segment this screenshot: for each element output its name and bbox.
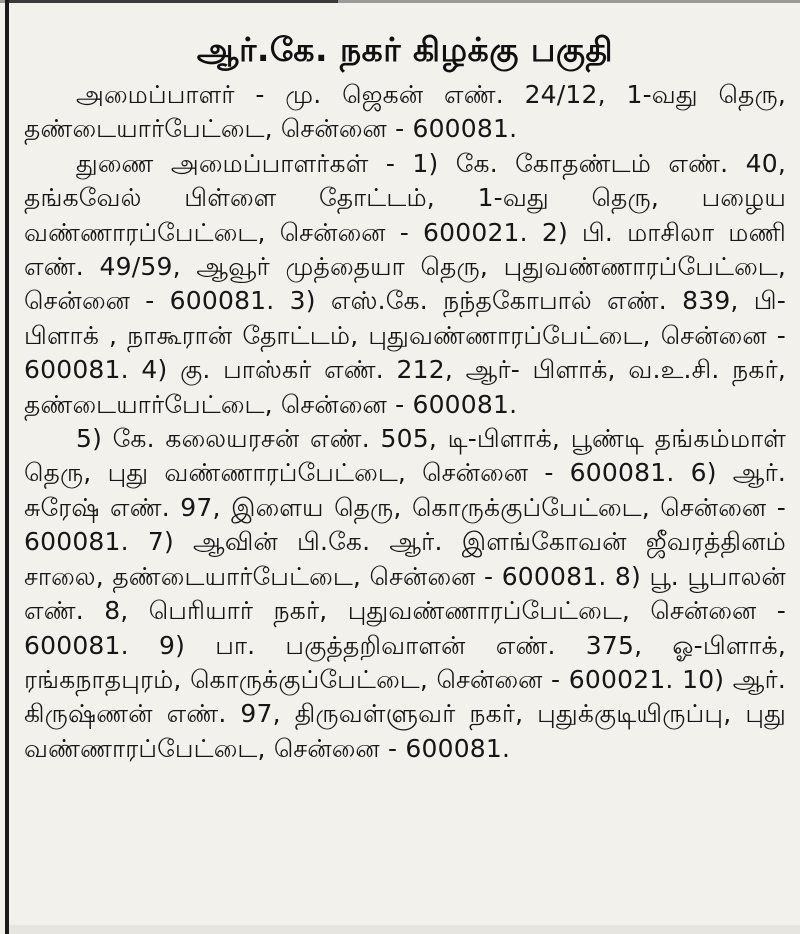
top-column-rule-dark	[8, 0, 338, 3]
left-column-border	[5, 0, 9, 934]
deputy-organizers-continued-paragraph: 5) கே. கலையரசன் எண். 505, டி-பிளாக், பூண்டி தங்கம்மாள் தெரு, புது வண்ணாரப்பேட்டை, சென்னை - 600081. 6) ஆர். சுரேஷ் எண். 97, இளைய தெரு, கொருக்குப்பேட்டை, சென்னை - 600081. 7) ஆவின் பி.கே. ஆர். இளங்கோவன் ஜீவரத்தினம் சாலை, தண்டையார்பேட்டை, சென்னை - 600081. 8) பூ. பூபாலன் எண். 8, பெரியார் நகர், புதுவண்ணாரப்பேட்டை, சென்னை - 600081. 9) பா. பகுத்தறிவாளன் எண். 375, ஓ-பிளாக், ரங்கநாதபுரம், கொருக்குப்பேட்டை, சென்னை - 600021. 10) ஆர். கிருஷ்ணன் எண். 97, திருவள்ளுவர் நகர், புதுக்குடியிருப்பு, புது வண்ணாரப்பேட்டை, சென்னை - 600081.	[24, 424, 786, 763]
deputy-organizers-paragraph: துணை அமைப்பாளர்கள் - 1) கே. கோதண்டம் எண். 40, தங்கவேல் பிள்ளை தோட்டம், 1-வது தெரு, பழைய வண்ணாரப்பேட்டை, சென்னை - 600021. 2) பி. மாசிலா மணி எண். 49/59, ஆவூர் முத்தையா தெரு, புதுவண்ணாரப்பேட்டை, சென்னை - 600081. 3) எஸ்.கே. நந்தகோபால் எண். 839, பி-பிளாக் , நாகூரான் தோட்டம், புதுவண்ணாரப்பேட்டை, சென்னை - 600081. 4) கு. பாஸ்கர் எண். 212, ஆர்- பிளாக், வ.உ.சி. நகர், தண்டையார்பேட்டை, சென்னை - 600081.	[24, 148, 786, 419]
article-heading: ஆர்.கே. நகர் கிழக்கு பகுதி	[196, 30, 614, 69]
organizer-paragraph: அமைப்பாளர் - மு. ஜெகன் எண். 24/12, 1-வது தெரு, தண்டையார்பேட்டை, சென்னை - 600081.	[24, 80, 786, 144]
newspaper-article	[24, 26, 786, 766]
bottom-edge	[9, 925, 800, 934]
